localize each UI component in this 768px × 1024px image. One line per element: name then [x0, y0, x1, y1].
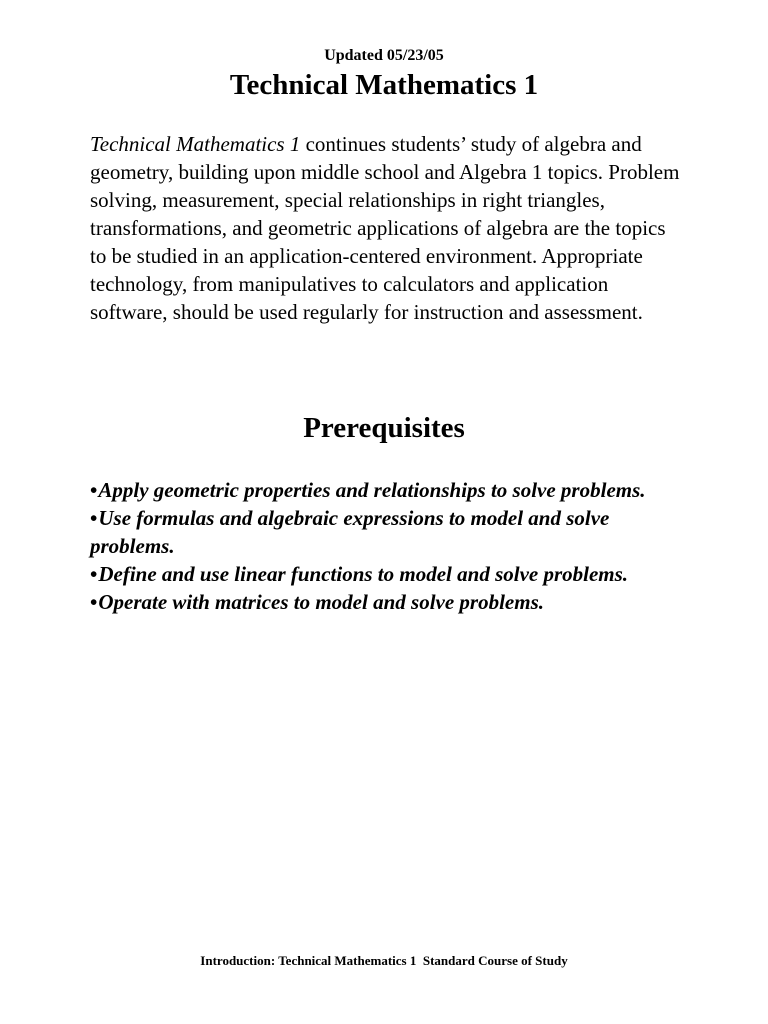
bullet-icon: • [90, 590, 98, 614]
prerequisite-item [90, 560, 690, 588]
prerequisites-heading: Prerequisites [303, 412, 465, 444]
bullet-icon: • [90, 478, 98, 502]
prerequisite-text: Operate with matrices to model and solve problems. [98, 590, 545, 614]
prerequisite-item [90, 504, 690, 560]
intro-lead: Technical Mathematics 1 [90, 132, 301, 156]
bullet-icon: • [90, 506, 98, 530]
prerequisites-list [90, 476, 690, 616]
prerequisite-item [90, 588, 690, 616]
intro-paragraph [90, 130, 680, 326]
page-footer: Introduction: Technical Mathematics 1 Standard Course of Study [200, 953, 568, 968]
prerequisite-text: Define and use linear functions to model and solve problems. [98, 562, 629, 586]
bullet-icon: • [90, 562, 98, 586]
prerequisite-text: Use formulas and algebraic expressions to model and solve problems. [90, 506, 610, 558]
prerequisite-text: Apply geometric properties and relationships to solve problems. [98, 478, 646, 502]
updated-date: Updated 05/23/05 [324, 47, 444, 64]
page-title: Technical Mathematics 1 [229, 69, 539, 101]
intro-body: continues students’ study of algebra and geometry, building upon middle school and Algebra 1 topics. Problem solving, measurement, special relationships in right triangles, transformations, and geometric applications of algebra are the topics to be studied in an application-centered environment. Appropriate technology, from manipulatives to calculators and application software, should be used regularly for instruction and assessment. [90, 132, 680, 324]
prerequisite-item [90, 476, 690, 504]
